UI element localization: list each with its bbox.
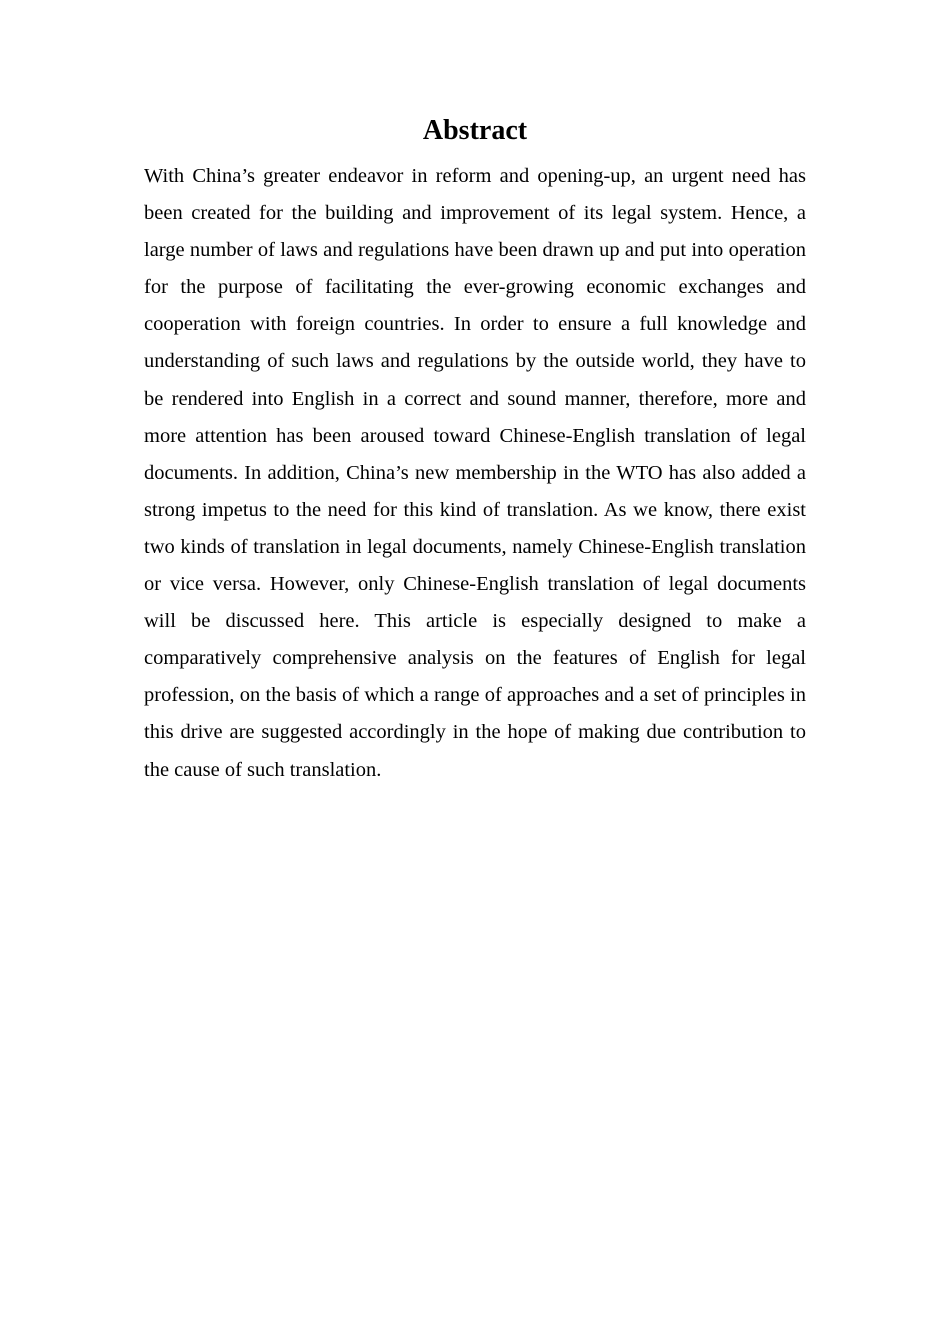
abstract-heading: Abstract — [422, 115, 528, 146]
abstract-body-text: With China’s greater endeavor in reform and opening-up, an urgent need has been created for the building and improvement of its legal system. Hence, a large number of laws and regulations have been drawn up and put into operation for the purpose of facilitating the ever-growing economic exchanges and cooperation with foreign countries. In order to ensure a full knowledge and understanding of such laws and regulations by the outside world, they have to be rendered into English in a correct and sound manner, therefore, more and more attention has been aroused toward Chinese-English translation of legal documents. In addition, China’s new membership in the WTO has also added a strong impetus to the need for this kind of translation. As we know, there exist two kinds of translation in legal documents, namely Chinese-English translation or vice versa. However, only Chinese-English translation of legal documents will be discussed here. This article is especially designed to make a comparatively comprehensive analysis on the features of English for legal profession, on the basis of which a range of approaches and a set of principles in this drive are suggested accordingly in the hope of making due contribution to the cause of such translation. — [144, 165, 806, 781]
